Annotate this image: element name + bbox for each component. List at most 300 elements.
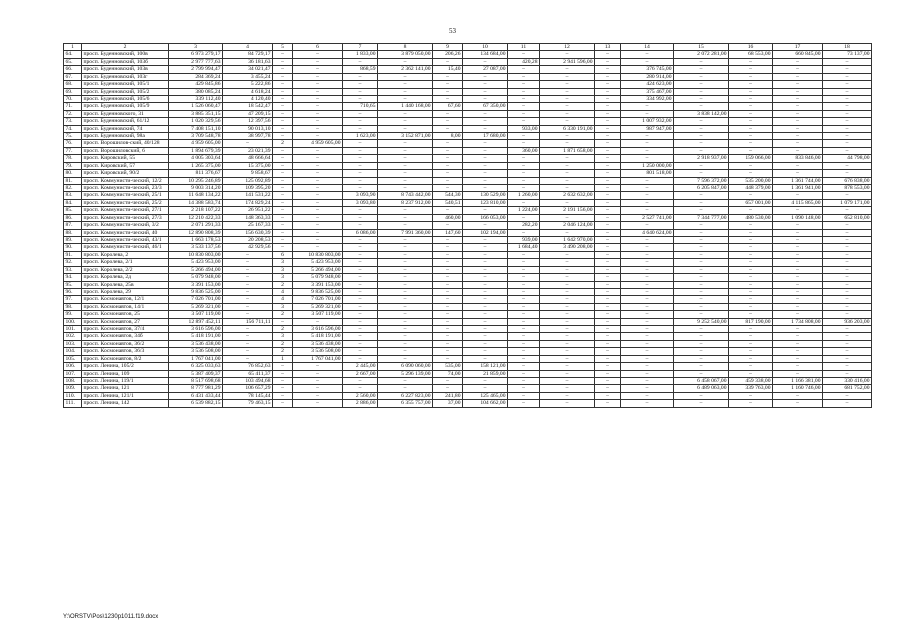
table-cell: –: [823, 348, 872, 355]
table-cell: 6 205 847,00: [674, 185, 729, 192]
table-cell: –: [823, 355, 872, 362]
table-cell: –: [378, 385, 433, 392]
table-cell: –: [729, 400, 773, 407]
address-cell: просп. Ленина, 121: [82, 385, 169, 392]
table-cell: –: [463, 88, 508, 95]
table-cell: –: [540, 81, 595, 88]
table-cell: –: [823, 207, 872, 214]
table-cell: 3 536 438,00: [169, 340, 223, 347]
address-cell: просп. Королева, 2/1: [82, 259, 169, 266]
table-cell: –: [273, 400, 293, 407]
table-cell: 4: [273, 296, 293, 303]
table-cell: –: [463, 281, 508, 288]
table-cell: –: [433, 81, 463, 88]
table-cell: 2 632 632,00: [540, 192, 595, 199]
table-cell: –: [729, 259, 773, 266]
address-cell: просп. Космонавтов, 14/1: [82, 303, 169, 310]
table-cell: –: [293, 133, 343, 140]
table-cell: –: [595, 125, 621, 132]
table-cell: –: [433, 88, 463, 95]
address-cell: просп. Коммунисти-ческий, 43/1: [82, 236, 169, 243]
table-row: [64, 192, 872, 199]
table-cell: –: [508, 377, 540, 384]
column-number-cell: 13: [595, 44, 621, 51]
table-cell: –: [273, 88, 293, 95]
table-cell: –: [273, 81, 293, 88]
table-cell: 4 115 865,00: [773, 199, 823, 206]
table-cell: –: [223, 281, 273, 288]
table-cell: –: [595, 192, 621, 199]
table-row: [64, 66, 872, 73]
table-cell: –: [223, 348, 273, 355]
table-cell: –: [463, 125, 508, 132]
table-cell: –: [674, 81, 729, 88]
table-cell: –: [621, 251, 674, 258]
table-cell: –: [729, 133, 773, 140]
table-cell: –: [621, 103, 674, 110]
table-cell: 375 467,00: [621, 88, 674, 95]
table-cell: –: [343, 170, 378, 177]
table-cell: –: [463, 147, 508, 154]
table-row: [64, 162, 872, 169]
table-row: [64, 185, 872, 192]
table-cell: –: [773, 140, 823, 147]
table-cell: 8 743 442,00: [378, 192, 433, 199]
table-cell: –: [674, 311, 729, 318]
table-row: [64, 251, 872, 258]
table-cell: 1 684,40: [508, 244, 540, 251]
table-cell: –: [595, 244, 621, 251]
table-cell: –: [823, 110, 872, 117]
table-cell: –: [729, 222, 773, 229]
address-cell: просп. Ленина, 119/1: [82, 377, 169, 384]
address-cell: просп. Королева, 25в: [82, 281, 169, 288]
table-row: [64, 125, 872, 132]
table-cell: –: [223, 259, 273, 266]
address-cell: просп. Буденновский, 105/2: [82, 88, 169, 95]
address-cell: просп. Буденновский, 100в: [82, 51, 169, 58]
table-cell: 3 490 208,00: [540, 244, 595, 251]
table-cell: –: [273, 66, 293, 73]
table-cell: –: [773, 266, 823, 273]
table-cell: –: [729, 170, 773, 177]
table-cell: –: [273, 103, 293, 110]
table-cell: 3: [273, 303, 293, 310]
table-cell: –: [223, 251, 273, 258]
table-cell: –: [540, 251, 595, 258]
table-cell: –: [621, 58, 674, 65]
table-cell: 535,00: [433, 363, 463, 370]
table-cell: –: [729, 81, 773, 88]
table-cell: 23 021,39: [223, 147, 273, 154]
table-cell: –: [463, 288, 508, 295]
table-row: [64, 95, 872, 102]
table-cell: –: [343, 214, 378, 221]
table-cell: –: [433, 326, 463, 333]
table-cell: 42 929,56: [223, 244, 273, 251]
table-cell: –: [595, 229, 621, 236]
table-cell: –: [273, 155, 293, 162]
table-cell: 1 734 808,00: [773, 318, 823, 325]
table-cell: 6 325 033,63: [169, 363, 223, 370]
table-cell: 1 767 041,00: [293, 355, 343, 362]
table-cell: 459 338,00: [729, 377, 773, 384]
table-cell: –: [343, 333, 378, 340]
table-cell: –: [378, 170, 433, 177]
table-cell: –: [343, 385, 378, 392]
table-cell: 3 507 119,00: [293, 311, 343, 318]
table-cell: –: [293, 229, 343, 236]
table-cell: –: [463, 318, 508, 325]
table-cell: –: [508, 229, 540, 236]
table-cell: –: [540, 363, 595, 370]
table-cell: –: [433, 162, 463, 169]
table-row: [64, 214, 872, 221]
table-cell: 17 680,00: [463, 133, 508, 140]
table-cell: –: [595, 392, 621, 399]
table-cell: 1 260,00: [508, 192, 540, 199]
table-cell: –: [621, 333, 674, 340]
table-cell: 104 662,00: [463, 400, 508, 407]
table-cell: –: [540, 110, 595, 117]
table-cell: 3 536 438,00: [293, 340, 343, 347]
table-cell: –: [433, 251, 463, 258]
table-cell: –: [729, 192, 773, 199]
table-cell: –: [540, 229, 595, 236]
table-cell: –: [773, 229, 823, 236]
table-cell: 67,60: [433, 103, 463, 110]
table-cell: –: [773, 125, 823, 132]
table-cell: 1 361 744,00: [773, 177, 823, 184]
table-cell: –: [773, 66, 823, 73]
table-cell: –: [674, 147, 729, 154]
table-cell: –: [773, 207, 823, 214]
address-cell: просп. Ленина, 121/1: [82, 392, 169, 399]
table-cell: –: [540, 348, 595, 355]
table-cell: –: [674, 355, 729, 362]
table-cell: –: [378, 236, 433, 243]
table-cell: –: [343, 222, 378, 229]
table-cell: –: [773, 95, 823, 102]
table-cell: 93.: [64, 266, 82, 273]
table-cell: –: [540, 259, 595, 266]
table-cell: –: [378, 81, 433, 88]
table-cell: 98.: [64, 303, 82, 310]
table-cell: –: [773, 259, 823, 266]
table-cell: –: [595, 333, 621, 340]
table-cell: –: [674, 58, 729, 65]
table-cell: –: [729, 95, 773, 102]
table-cell: 7 026 701,00: [293, 296, 343, 303]
table-cell: –: [343, 266, 378, 273]
table-cell: –: [773, 147, 823, 154]
table-cell: –: [674, 222, 729, 229]
table-cell: 91.: [64, 251, 82, 258]
table-cell: –: [729, 229, 773, 236]
table-cell: –: [433, 333, 463, 340]
table-cell: –: [463, 377, 508, 384]
table-cell: 109 395,20: [223, 185, 273, 192]
table-cell: –: [595, 185, 621, 192]
table-cell: –: [540, 385, 595, 392]
table-cell: 2 071 291,33: [169, 222, 223, 229]
table-cell: –: [508, 162, 540, 169]
table-cell: –: [595, 326, 621, 333]
table-cell: 5 079 948,00: [169, 274, 223, 281]
table-cell: 2 046 124,00: [540, 222, 595, 229]
table-cell: –: [674, 118, 729, 125]
table-cell: –: [674, 133, 729, 140]
table-cell: –: [463, 340, 508, 347]
table-cell: 3 533 137,56: [169, 244, 223, 251]
table-cell: 84 729,17: [223, 51, 273, 58]
address-cell: просп. Ленина, 105/2: [82, 363, 169, 370]
table-cell: –: [273, 318, 293, 325]
address-cell: просп. Кировский, 90/2: [82, 170, 169, 177]
table-cell: –: [595, 95, 621, 102]
table-cell: 544,30: [433, 192, 463, 199]
address-cell: просп. Буденновский, 98а: [82, 133, 169, 140]
table-cell: –: [463, 110, 508, 117]
table-cell: –: [729, 118, 773, 125]
table-cell: –: [621, 377, 674, 384]
table-cell: –: [823, 140, 872, 147]
table-cell: –: [273, 51, 293, 58]
table-cell: –: [595, 288, 621, 295]
table-cell: –: [823, 311, 872, 318]
table-cell: –: [823, 236, 872, 243]
table-cell: 8 517 698,68: [169, 377, 223, 384]
table-row: [64, 318, 872, 325]
table-cell: –: [378, 311, 433, 318]
table-cell: –: [223, 288, 273, 295]
table-cell: 65.: [64, 58, 82, 65]
table-cell: –: [595, 281, 621, 288]
table-cell: –: [378, 162, 433, 169]
table-cell: –: [773, 222, 823, 229]
table-cell: –: [293, 110, 343, 117]
table-cell: 1 440 168,00: [378, 103, 433, 110]
table-row: [64, 311, 872, 318]
table-cell: 102.: [64, 333, 82, 340]
table-cell: 2 667,00: [343, 370, 378, 377]
table-cell: –: [674, 140, 729, 147]
table-cell: –: [343, 259, 378, 266]
table-cell: 111.: [64, 400, 82, 407]
table-cell: 1 079 171,00: [823, 199, 872, 206]
address-cell: просп. Коммунисти-ческий, 27/1: [82, 207, 169, 214]
table-cell: 3: [273, 259, 293, 266]
table-cell: –: [463, 185, 508, 192]
table-cell: 106.: [64, 363, 82, 370]
table-cell: –: [674, 199, 729, 206]
table-cell: –: [378, 266, 433, 273]
table-cell: 3: [273, 274, 293, 281]
table-cell: –: [223, 333, 273, 340]
table-cell: –: [343, 326, 378, 333]
table-cell: 158 121,00: [463, 363, 508, 370]
table-cell: 6 973 279,17: [169, 51, 223, 58]
address-cell: просп. Космонавтов, 36/2: [82, 340, 169, 347]
table-cell: –: [508, 259, 540, 266]
table-row: [64, 296, 872, 303]
table-cell: 76 852,63: [223, 363, 273, 370]
table-cell: –: [540, 51, 595, 58]
table-cell: –: [621, 296, 674, 303]
table-cell: –: [343, 155, 378, 162]
table-cell: –: [463, 274, 508, 281]
table-cell: 6 227 823,00: [378, 392, 433, 399]
table-cell: –: [508, 103, 540, 110]
table-cell: –: [433, 140, 463, 147]
table-cell: 103 494,68: [223, 377, 273, 384]
table-cell: 3 391 153,00: [293, 281, 343, 288]
column-number-cell: 16: [729, 44, 773, 51]
table-cell: –: [343, 288, 378, 295]
table-cell: –: [595, 222, 621, 229]
table-row: [64, 355, 872, 362]
table-cell: 2 362 141,00: [378, 66, 433, 73]
table-cell: –: [729, 340, 773, 347]
table-cell: –: [823, 266, 872, 273]
table-cell: –: [343, 177, 378, 184]
table-cell: –: [674, 363, 729, 370]
table-cell: 85.: [64, 207, 82, 214]
table-cell: 4 640 624,00: [621, 229, 674, 236]
table-cell: –: [273, 370, 293, 377]
table-cell: –: [540, 303, 595, 310]
table-cell: –: [674, 244, 729, 251]
table-cell: 3: [273, 266, 293, 273]
table-cell: 420,28: [508, 58, 540, 65]
table-cell: –: [508, 385, 540, 392]
table-cell: 102 194,00: [463, 229, 508, 236]
table-cell: –: [378, 88, 433, 95]
table-cell: –: [273, 177, 293, 184]
table-cell: 69.: [64, 88, 82, 95]
table-cell: –: [729, 58, 773, 65]
table-cell: –: [378, 333, 433, 340]
table-cell: 3 709 548,78: [169, 133, 223, 140]
table-cell: 535 200,00: [729, 177, 773, 184]
table-cell: –: [293, 185, 343, 192]
table-cell: –: [433, 266, 463, 273]
table-cell: –: [674, 296, 729, 303]
table-cell: –: [773, 192, 823, 199]
column-number-cell: 11: [508, 44, 540, 51]
table-cell: –: [508, 288, 540, 295]
table-cell: –: [433, 296, 463, 303]
table-row: [64, 177, 872, 184]
table-cell: –: [508, 400, 540, 407]
table-cell: –: [463, 73, 508, 80]
table-cell: 1 833,00: [343, 51, 378, 58]
table-cell: 15 375,00: [223, 162, 273, 169]
table-cell: –: [729, 311, 773, 318]
table-cell: –: [273, 125, 293, 132]
table-cell: –: [378, 377, 433, 384]
table-cell: 280 914,00: [621, 73, 674, 80]
table-cell: –: [729, 103, 773, 110]
table-cell: –: [729, 281, 773, 288]
table-cell: 147,60: [433, 229, 463, 236]
table-cell: –: [433, 385, 463, 392]
table-cell: 1 871 658,00: [540, 147, 595, 154]
address-cell: просп. Королева, 29: [82, 288, 169, 295]
table-cell: –: [621, 177, 674, 184]
table-cell: –: [674, 370, 729, 377]
table-row: [64, 385, 872, 392]
table-cell: 109.: [64, 385, 82, 392]
table-row: [64, 229, 872, 236]
table-cell: –: [223, 303, 273, 310]
table-cell: –: [729, 266, 773, 273]
table-cell: –: [621, 266, 674, 273]
table-cell: –: [378, 73, 433, 80]
table-cell: 1 663 178,53: [169, 236, 223, 243]
table-cell: 26 951,22: [223, 207, 273, 214]
address-cell: просп. Буденновский, 105/6: [82, 95, 169, 102]
table-cell: –: [433, 170, 463, 177]
table-cell: –: [463, 222, 508, 229]
table-cell: –: [433, 340, 463, 347]
table-cell: 2 072 281,00: [674, 51, 729, 58]
table-cell: –: [674, 281, 729, 288]
column-number-cell: 2: [82, 44, 169, 51]
table-cell: –: [223, 274, 273, 281]
table-cell: –: [343, 340, 378, 347]
table-row: [64, 73, 872, 80]
table-cell: –: [621, 155, 674, 162]
table-cell: 2 218 107,22: [169, 207, 223, 214]
table-cell: –: [773, 333, 823, 340]
table-cell: –: [293, 147, 343, 154]
address-cell: просп. Буденновский, 105/9: [82, 103, 169, 110]
table-cell: –: [621, 392, 674, 399]
table-cell: 72.: [64, 110, 82, 117]
table-cell: –: [540, 199, 595, 206]
table-cell: –: [823, 303, 872, 310]
table-cell: –: [508, 185, 540, 192]
address-cell: просп. Космонавтов, 34б: [82, 333, 169, 340]
table-cell: –: [621, 259, 674, 266]
table-cell: –: [621, 318, 674, 325]
table-cell: –: [621, 400, 674, 407]
table-cell: –: [621, 244, 674, 251]
table-cell: –: [595, 140, 621, 147]
table-cell: –: [773, 73, 823, 80]
table-cell: 936 203,00: [823, 318, 872, 325]
table-cell: 6 090 060,00: [378, 363, 433, 370]
table-cell: 101.: [64, 326, 82, 333]
table-cell: 67 350,00: [463, 103, 508, 110]
table-cell: –: [343, 95, 378, 102]
table-cell: 1 623,00: [343, 133, 378, 140]
table-cell: –: [595, 147, 621, 154]
table-cell: 330 416,00: [823, 377, 872, 384]
address-cell: просп. Космонавтов, 36/3: [82, 348, 169, 355]
table-cell: 4 959 605,00: [293, 140, 343, 147]
table-cell: –: [674, 162, 729, 169]
table-cell: 34 021,47: [223, 66, 273, 73]
column-number-cell: 4: [223, 44, 273, 51]
table-cell: –: [433, 355, 463, 362]
table-cell: –: [343, 140, 378, 147]
table-row: [64, 266, 872, 273]
table-cell: 2 941 596,00: [540, 58, 595, 65]
table-cell: –: [508, 340, 540, 347]
table-cell: 14 388 583,74: [169, 199, 223, 206]
